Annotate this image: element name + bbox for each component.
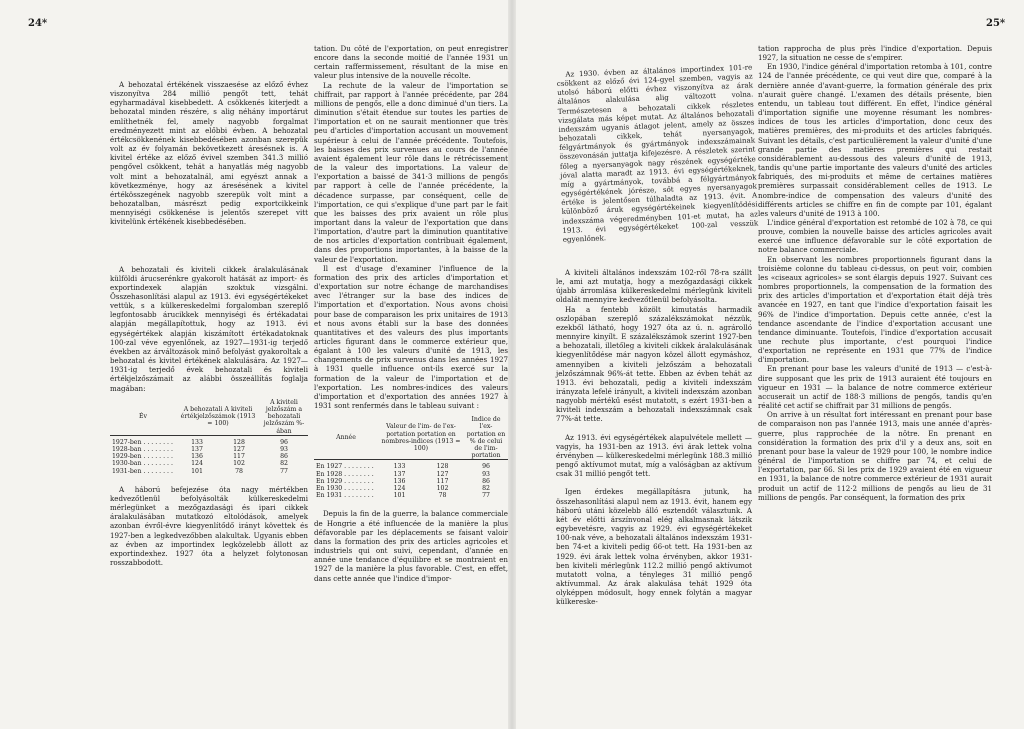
- left-col-french: [314, 44, 508, 583]
- paragraph: Il est d'usage d'examiner l'influence de la formation des prix des articles d'importation et d'exportation sur notre échange de marchandises avec l'étranger sur la base des indices de l'importation et d'exportation. Nous avons choisi pour base de comparaison les prix unitaires de 1913 et nous avons établi sur la base des données quantitatives et des valeurs des plus importants articles figurant dans le commerce extérieur que, égalant à 100 les valeurs d'unité de 1913, les changements de prix survenus dans les années 1927 à 1931 quelle influence ont-ils exercé sur la formation de la valeur de l'importation et de l'exportation. Les nombres-indices des valeurs d'importation et d'exportation des années 1927 à 1931 sont renfermés dans le tableau suivant :: [314, 263, 508, 411]
- table-row: En 1928 . . . . . . . . 137 127 93: [316, 470, 490, 478]
- table-row: 1927-ben . . . . . . . . 133 128 96: [112, 438, 288, 446]
- paragraph: tation. Du côté de l'exportation, on peut enregistrer encore dans la seconde moitié de l'année 1931 un certain raffermissement, résultant de la mise en valeur plus intensive de la nouvelle récolte.: [314, 44, 508, 81]
- paragraph: A kiviteli általános indexszám 102-ről 78-ra szállt le, ami azt mutatja, hogy a mezőgazdasági cikkek újabb árromlása külkereskedelmi mérlegünk kiviteli oldalát mennyire kedvezőtlenül befolyásolta.: [556, 267, 752, 305]
- index-table-hu: [110, 399, 308, 475]
- paragraph: Igen érdekes megállapításra jutunk, ha összehasonlítási alapul nem az 1913. évit, hanem egy háború utáni közelebb álló esztendőt választunk. A két év előtti árszínvonal elég alkalmasnak látszik egybevetésre, vagyis az 1929. évi egységértékeket 100-nak véve, a behozatali általános indexszám 1931-ben 74-et a kiviteli pedig 66-ot tett. Ha 1931-ben az 1929. évi árak lettek volna érvényben, akkor 1931-ben kiviteli mérlegünk 112.2 millió pengő aktívumot mutatott volna, a tényleges 31 millió pengő aktívummal. Az árak alakulása tehát 1929 óta olyképpen módosult, hogy ennek folytán a magyar külkereske-: [556, 487, 752, 607]
- right-col-french: [758, 44, 992, 502]
- paragraph: En observant les nombres proportionnels figurant dans la troisième colonne du tableau ci-dessus, on peut voir, combien les «ciseaux agricoles» se sont élargis depuis 1927. Suivant ces nombres proportionnels, la compensation de la formation des prix des articles d'importation et d'exportation était déjà très avancée en 1927, en tant que l'indice d'exportation faisait les 96% de l'indice d'importation. Depuis cette année, c'est la tendance ascendante de l'indice d'exportation accusant une tendance diminuante. Toutefois, l'indice d'exportation accusait une rechute plus importante, c'est pourquoi l'indice d'exportation ne représente en 1931 que 77% de l'indice d'importation.: [758, 254, 992, 365]
- right-col-hungarian: [556, 62, 759, 607]
- table-row: 1929-ben . . . . . . . . 136 117 86: [112, 453, 288, 461]
- table-row: En 1927 . . . . . . . . 133 128 96: [316, 463, 490, 471]
- paragraph: En prenant pour base les valeurs d'unité de 1913 — c'est-à-dire supposant que les prix de 1913 auraient été toujours en vigueur en 1931 — la balance de notre commerce extérieur accuserait un actif de 188·3 millions de pengős, tandis qu'en réalité cet actif se chiffrait par 31 millions de pengős.: [758, 364, 992, 411]
- left-col-hungarian: [110, 80, 308, 567]
- paragraph: En 1930, l'indice général d'importation retomba à 101, contre 124 de l'année précédente, ce qui veut dire que, comparé à la dernière année d'avant-guerre, la formation générale des prix n'aurait guère changé. L'examen des détails présente, bien entendu, un tableau tout différent. En effet, l'indice général d'importation signifie une moyenne résumant les nombres-indices de tous les articles d'importation, donc ceux des matières premières, des mi-produits et des articles fabriqués. Suivant les détails, c'est particulièrement la valeur d'unité d'une grande partie des matières premières qui restait considérablement au-dessous des valeurs d'unité de 1913, tandis qu'une partie importante des valeurs d'unité des articles fabriqués, des mi-produits et même de certaines matières premières surpassait considérablement celles de 1913. Le nombre-indice de compensation des valeurs d'unité des différents articles se chiffre en fin de compte par 101, égalant les valeurs d'unité de 1913 à 100.: [758, 62, 992, 218]
- right-page: [512, 0, 1024, 729]
- page-number-right: 25*: [986, 18, 1006, 29]
- table-row: 1928-ban . . . . . . . . 137 127 93: [112, 445, 288, 453]
- paragraph: L'indice général d'exportation est retombé de 102 à 78, ce qui prouve, combien la nouvelle baisse des articles agricoles avait exercé une influence défavorable sur le côté exportation de notre balance commerciale.: [758, 217, 992, 255]
- table-row: 1931-ben . . . . . . . . 101 78 77: [112, 467, 288, 475]
- col-header-values: A behozatali A kiviteli értékjelzőszámok (1913 = 100): [176, 399, 260, 436]
- paragraph: Depuis la fin de la guerre, la balance commerciale de Hongrie a été influencée de la manière la plus défavorable par les déplacements se faisant valoir dans la formation des prix des articles agricoles et industriels qui ont suivi, cependant, d'année en année une tendance d'équilibre et se montraient en 1927 de la manière la plus favorable. C'est, en effet, dans cette année que l'indice d'impor-: [314, 509, 508, 583]
- table-row: En 1931 . . . . . . . . 101 78 77: [316, 492, 490, 500]
- paragraph: tation rapprocha de plus près l'indice d'exportation. Depuis 1927, la situation ne cesse de s'empirer.: [758, 44, 992, 63]
- paragraph: Az 1930. évben az általános importindex 101-re csökkent az előző évi 124-gyel szemben, vagyis az utolsó háború előtti évhez viszonyítva az árak általános alakulása alig változott volna. Természetesen a behozatali cikkek részletes vizsgálata más képet mutat. Az általános behozatali indexszám ugyanis átlagot jelent, amely az összes behozatali cikkek, tehát nyersanyagok, félgyártmányok és gyártmányok indexszámainak összevonásán juttatja kifejezésre. A részletek szerint főleg a nyersanyagok nagy részének egységértéke jóval alatta maradt az 1913. évi egységértékeknek, míg a gyártmányok, továbbá a félgyártmányok egységértékének jórésze, sőt egyes nyersanyagok értéke is jelentősen túlhaladta az 1913. évit. A különböző áruk egységértékeinek kiegyenlítődési indexszáma végeredményben 101-et mutat, ha az 1913. évi egységértékeket 100-zal vesszük egyenlőnek.: [556, 62, 759, 244]
- table-row: En 1929 . . . . . . . . 136 117 86: [316, 477, 490, 485]
- paragraph: On arrive à un résultat fort intéressant en prenant pour base de comparaison non pas l'année 1913, mais une année d'après-guerre, plus rapprochée de la nôtre. En prenant en considération la formation des prix d'il y a deux ans, soit en prenant pour base la valeur de 1929 pour 100, le nombre indice général de l'importation se chiffre par 74, et celui de l'exportation, par 66. Si les prix de 1929 avaient été en vigueur en 1931, la balance de notre commerce extérieur de 1931 aurait produit un actif de 112·2 millions de pengős au lieu de 31 millions de pengős. Par conséquent, la formation des prix: [758, 410, 992, 502]
- table-row: En 1930 . . . . . . . . 124 102 82: [316, 485, 490, 493]
- paragraph: A behozatali és kiviteli cikkek áralakulásának külföldi árucserénkre gyakorolt hatását az import- és exportindexek alapján szoktuk vizsgálni. Összehasonlítási alapul az 1913. évi egységértékeket vettük, s a külkereskedelmi forgalomban szereplő legfontosabb árucikkek mennyiségi és értékadatai alapján megállapítottuk, hogy az 1913. évi egységértékek alapján kiszámított értékadatoknak 100-zal véve egyenlőnek, az 1927—1931-ig terjedő években az árváltozások minő befolyást gyakoroltak a behozatal és kivitel értékének alakulására. Az 1927—1931-ig terjedő évek behozatali és kiviteli értékjelzőszámait az alábbi összeállítás foglalja magában:: [110, 264, 308, 393]
- col-header-percent: Indice de l'ex- portation en % de celui de l'im- portation: [464, 416, 508, 460]
- table-row: 1930-ban . . . . . . . . 124 102 82: [112, 460, 288, 468]
- paragraph: La rechute de la valeur de l'importation se chiffrait, par rapport à l'année précédente, par 284 millions de pengős, elle a donc diminué d'un tiers. La diminution s'était étendue sur toutes les parties de l'importation et on ne saurait mentionner que très peu d'articles d'importation accusant un mouvement supérieur à celui de l'année précédente. Toutefois, les baisses des prix survenues au cours de l'année avaient également leur rôle dans le rétrécissement de la valeur des importations. La valeur de l'exportation a baissé de 341·3 millions de pengős par rapport à celle de l'année précédente, la décadence surpasse, par conséquent, celle de l'importation, ce qui s'explique d'une part par le fait que les baisses des prix avaient un rôle plus important dans la valeur de l'exportation que dans l'importation, d'autre part la diminution quantitative de nos articles d'exportation contribuait également, dans des proportions importantes, à la baisse de la valeur de l'exportation.: [314, 80, 508, 264]
- paragraph: Az 1913. évi egységértékek alapulvétele mellett — vagyis, ha 1931-ben az 1913. évi árak lettek volna érvényben — külkereskedelmi mérlegünk 188.3 millió pengő aktívumot mutat, míg a valóságban az aktívum csak 31 millió pengőt tett.: [556, 432, 752, 479]
- index-table-fr: [314, 416, 508, 499]
- col-header-year: Év: [110, 399, 176, 436]
- col-header-year: Année: [314, 416, 378, 460]
- col-header-percent: A kiviteli jelzőszám a behozatali jelzőszám %-ában: [260, 399, 308, 436]
- paragraph: A behozatal értékének visszaesése az előző évhez viszonyítva 284 millió pengőt tett, tehát egyharmadával kisebbedett. A csökkenés kiterjedt a behozatal minden részére, s alig néhány importárut említhetnék fel, amely nagyobb forgalmat eredményezett mint az előbbi évben. A behozatal értékcsökkenének kisebbedésében azonban szerepük volt az év folyamán bekövetkezett áresésnek is. A kivitel értéke az előző évivel szemben 341.3 millió pengővel csökkent, tehát a hanyatlás még nagyobb volt mint a behozatalnál, ami egyészt annak a következménye, hogy az áresésének a kivitel értékösszegének nagyobb szerepük volt mint a behozatalban, másrészt pedig exportcikkeink mennyiségi csökkenése is jelentős szerepet vitt kivitelünk értékének kisebbedésében.: [110, 80, 308, 227]
- col-header-values: Valeur de l'im- de l'ex- portation portation en nombres-indices (1913 = 100): [378, 416, 464, 460]
- paragraph: A háború befejezése óta nagy mértékben kedvezőtlenül befolyásolták külkereskedelmi mérlegünket a mezőgazdasági és ipari cikkek áralakulásában mutatkozó eltolódások, amelyek azonban évről-évre kiegyenlítődő irányt követtek és 1927-ben a legkedvezőbben alakultak. Ugyanis ebben az évben az importindex legközelebb állott az exportindexhez. 1927 óta a helyzet folytonosan rosszabbodott.: [110, 484, 308, 567]
- page-number-left: 24*: [28, 18, 48, 29]
- paragraph: Ha a fentebb közölt kimutatás harmadik oszlopában szereplő százalékszámokat nézzük, ezekből látható, hogy 1927 óta az ú. n. agrárolló mennyire kinyílt. E százalékszámok szerint 1927-ben a behozatali, illetőleg a kiviteli cikkek áralakulásának kiegyenlítődése már nagyon közel állott egymáshoz, amennyiben a kiviteli jelzőszám a behozatali jelzőszámnak 96%-át tette. Ebben az évben tehát az 1913. évi behozatali, pedig a kiviteli indexszám irányzata lefelé irányult, a kiviteli indexszám azonban nagyobb mértékű esést mutatott, s ezért 1931-ben a kiviteli indexszám a behozatali indexszámnak csak 77%-át tette.: [556, 304, 752, 424]
